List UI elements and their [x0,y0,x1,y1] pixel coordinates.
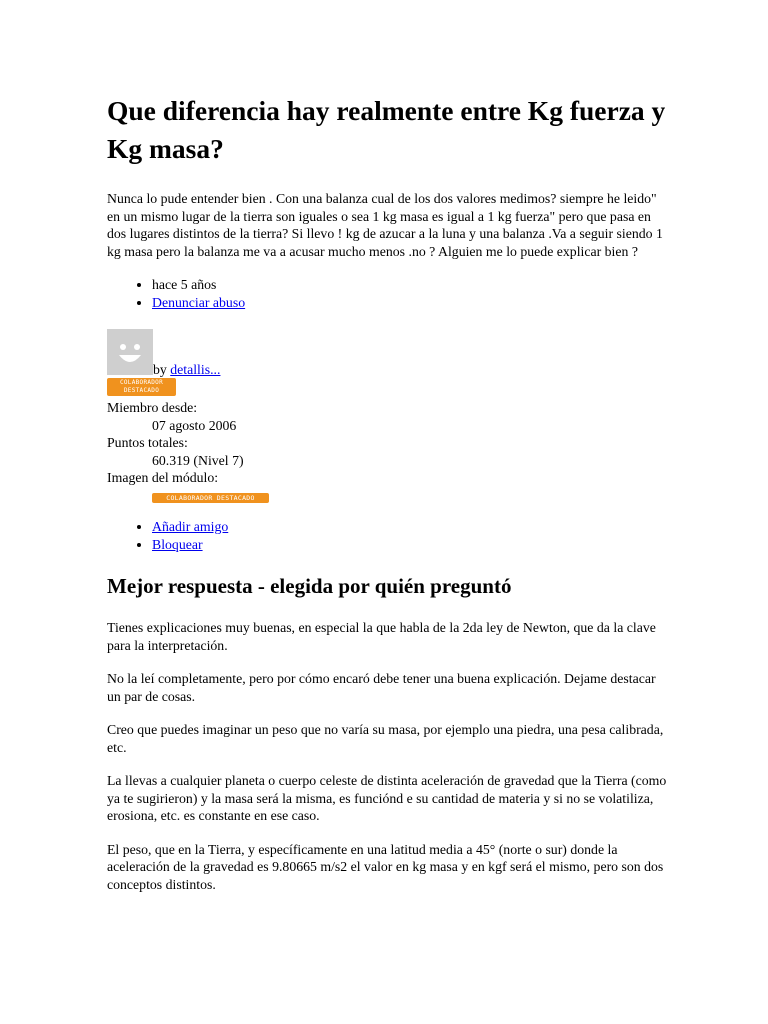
best-answer-body [107,619,667,893]
author-row [107,329,667,394]
module-image-label: Imagen del módulo: [107,470,219,485]
member-since-value: 07 agosto 2006 [152,417,237,433]
report-item [152,294,667,312]
smiley-avatar-icon[interactable] [107,329,153,375]
question-title: Que diferencia hay realmente entre Kg fuerza y Kg masa? [107,95,666,164]
by-prefix: by [153,362,167,377]
report-abuse-link[interactable]: Denunciar abuso [152,294,246,310]
page-content [107,92,667,893]
points-value: 60.319 (Nivel 7) [152,452,244,468]
author-stats [107,399,667,504]
top-contributor-badge [107,378,176,396]
author-actions [107,518,667,553]
block-item [152,536,667,554]
answer-paragraph: No la leí completamente, pero por cómo encaró debe tener una buena explicación. Dejame destacar un par de cosas. [107,671,656,704]
badge-line2: DESTACADO [123,387,160,394]
add-friend-item [152,518,667,536]
member-since-label: Miembro desde: [107,400,198,415]
question-body: Nunca lo pude entender bien . Con una balanza cual de los dos valores medimos? siempre he leido" en un mismo lugar de la tierra son iguales o sea 1 kg masa es igual a 1 kg fuerza" pero que pasa en dos lugares distintos de la tierra? Si llevo ! kg de azucar a la luna y una balanza .Va a seguir siendo 1 kg masa pero la balanza me va a acusar mucho menos .no ? Alguien me lo puede explicar bien ? [107,191,663,259]
time-ago: • hace 5 años [152,276,667,294]
badge-line1: COLABORADOR [119,379,164,386]
author-name-link[interactable]: detallis... [170,362,221,377]
answer-paragraph: Creo que puedes imaginar un peso que no varía su masa, por ejemplo una piedra, una pesa calibrada, etc. [107,722,664,755]
author-byline [153,361,220,379]
points-label: Puntos totales: [107,435,188,450]
question-meta [107,276,667,311]
answer-paragraph: El peso, que en la Tierra, y específicamente en una latitud media a 45° (norte o sur) donde la aceleración de la gravedad es 9.80665 m/s2 el valor en kg masa y en kgf será el mismo, pero son dos conceptos distintos. [107,841,664,892]
answer-paragraph: Tienes explicaciones muy buenas, en especial la que habla de la 2da ley de Newton, que da la clave para la interpretación. [107,620,656,653]
module-badge: COLABORADOR DESTACADO [152,493,269,503]
best-answer-heading: Mejor respuesta - elegida por quién preguntó [107,574,512,598]
add-friend-link[interactable]: Añadir amigo [152,519,229,534]
answer-paragraph: La llevas a cualquier planeta o cuerpo celeste de distinta aceleración de gravedad que la Tierra (como ya te sugirieron) y la masa será la misma, es funciónd e su cantidad de materia y si no se volatiliza, erosiona, etc. es constante en ese caso. [107,773,667,823]
block-link[interactable]: Bloquear [152,536,203,552]
module-image-value [152,487,667,505]
